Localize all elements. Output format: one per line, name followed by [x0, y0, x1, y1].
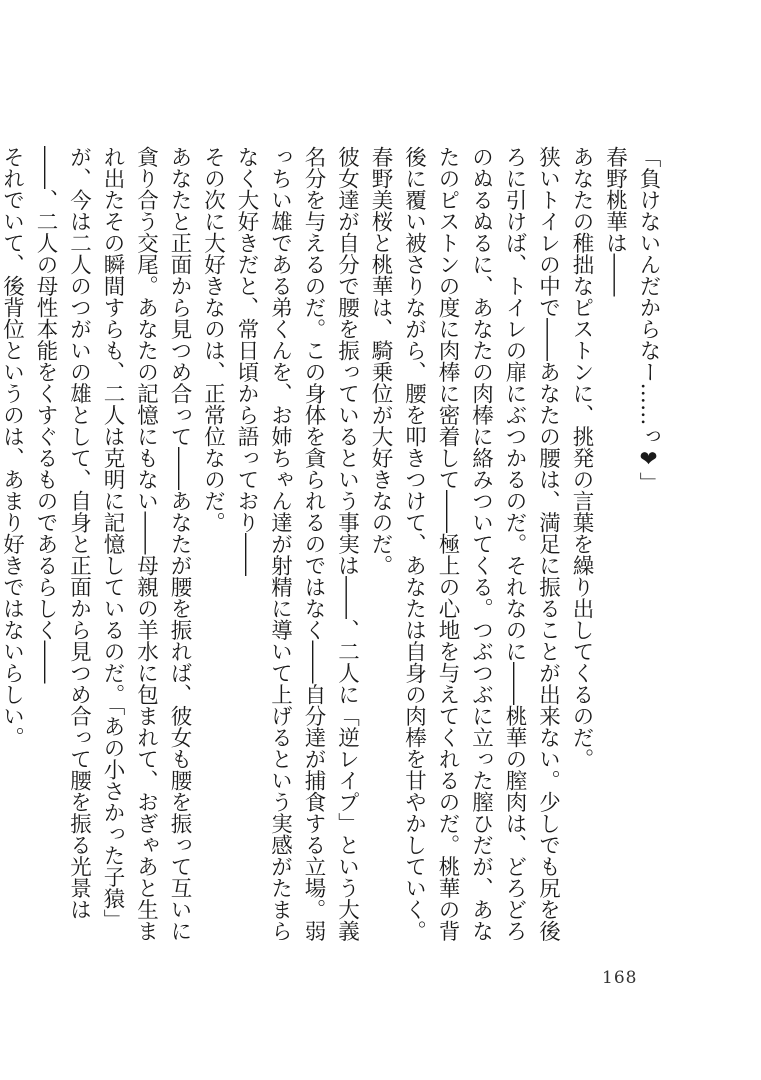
- paragraph-2: 春野桃華は――: [602, 146, 628, 297]
- paragraph-9: それでいて、後背位というのは、あまり好きではないらしい。: [0, 146, 25, 748]
- paragraph-3: あなたの稚拙なピストンに、挑発の言葉を繰り出してくるのだ。: [569, 146, 594, 770]
- paragraph-7: その次に大好きなのは、正常位なのだ。: [200, 146, 226, 533]
- page-number: 168: [602, 968, 638, 988]
- paragraph-4: 狭いトイレの中で――あなたの腰は、満足に振ることが出来ない。少しでも尻を後ろに引けば、トイレの扉にぶつかるのだ。それなのに――桃華の膣肉は、どろどろのぬるぬるに、あなたの肉棒に絡みついてくる。つぶつぶに立った膣ひだが、あなたのピストンの度に肉棒に密着して――極上の心地を与えてくれるのだ。桃華の背後に覆い被さりながら、腰を叩きつけて、あなたは自身の肉棒を甘やかしていく。: [401, 146, 561, 942]
- paragraph-5: 春野美桜と桃華は、騎乗位が大好きなのだ。: [368, 146, 393, 576]
- paragraph-8: あなたと正面から見つめ合って――あなたが腰を振れば、彼女も腰を振って互いに貪り合う交尾。あなたの記憶にもない――母親の羊水に包まれて、おぎゃあと生まれ出たその瞬間すらも、二人は克明に記憶しているのだ。「あの小さかった子猿」が、今は二人のつがいの雄として、自身と正面から見つめ合って腰を振る光景は――、二人の母性本能をくすぐるものであるらしく――: [33, 146, 192, 942]
- paragraph-6: 彼女達が自分で腰を振っているという事実は――、二人に「逆レイプ」という大義名分を与えるのだ。この身体を貪られるのではなく――自分達が捕食する立場。弱っちい雄である弟くんを、お姉ちゃん達が射精に導いて上げるという実感がたまらなく大好きだと、常日頃から語っており――: [234, 146, 360, 942]
- vertical-text-body: [0, 146, 665, 946]
- paragraph-1: 「負けないんだからなー……っ❤」: [636, 146, 661, 494]
